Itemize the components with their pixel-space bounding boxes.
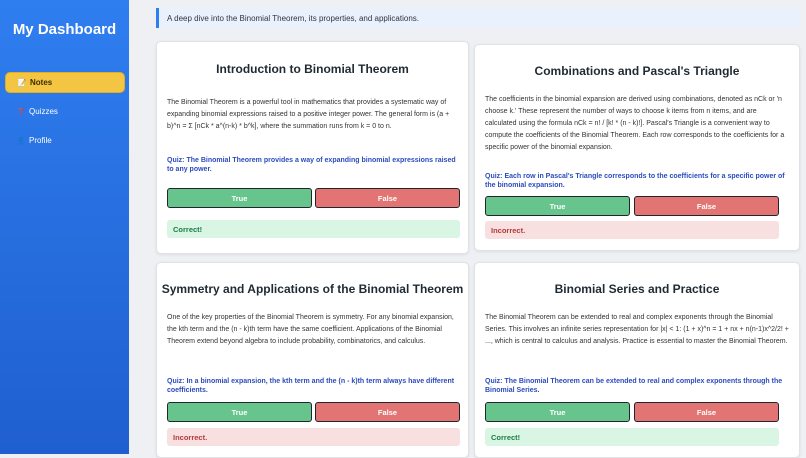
intro-banner: A deep dive into the Binomial Theorem, its properties, and applications. xyxy=(156,8,800,28)
profile-icon: 👤 xyxy=(16,137,26,145)
quiz-feedback: Incorrect. xyxy=(167,428,460,446)
card-body: The Binomial Theorem can be extended to real and complex exponents through the Binomial Series. This involves an infinite series representation for |x| < 1: (1 + x)^n = 1 + nx + n(n-1)x^2/2! + ..., which is central to calculus and analysis. Practice is essential to master the Binomial Theorem. xyxy=(485,314,789,345)
card-title: Symmetry and Applications of the Binomial Theorem xyxy=(161,282,464,296)
true-button[interactable]: True xyxy=(167,402,312,422)
quiz-question: Quiz: In a binomial expansion, the kth term and the (n - k)th term always have different coefficients. xyxy=(167,378,455,394)
false-button[interactable]: False xyxy=(315,188,460,208)
false-button[interactable]: False xyxy=(634,196,779,216)
sidebar-item-profile[interactable] xyxy=(5,130,125,151)
sidebar-item-label: Quizzes xyxy=(29,107,58,116)
quiz-question: Quiz: Each row in Pascal's Triangle corresponds to the coefficients for a specific power of the binomial expansion. xyxy=(485,173,785,189)
quiz-feedback: Correct! xyxy=(167,220,460,238)
quiz-icon: ❓ xyxy=(16,108,26,116)
card-title: Binomial Series and Practice xyxy=(554,282,720,296)
card-body: The Binomial Theorem is a powerful tool in mathematics that provides a systematic way of expanding binomial expressions raised to a positive integer power. The general form is (a + b)^n = Σ [nCk * a^(n-k) * b^k], where the summation runs from k = 0 to n. xyxy=(167,99,450,130)
false-button[interactable]: False xyxy=(315,402,460,422)
quiz-feedback: Correct! xyxy=(485,428,779,446)
sidebar-item-label: Profile xyxy=(29,136,52,145)
notes-icon: 📝 xyxy=(17,79,27,87)
true-button[interactable]: True xyxy=(167,188,312,208)
quiz-feedback: Incorrect. xyxy=(485,221,779,239)
app-title: My Dashboard xyxy=(12,21,117,38)
sidebar-item-notes[interactable] xyxy=(5,72,125,93)
sidebar-nav xyxy=(5,72,125,159)
main-content xyxy=(129,0,806,454)
false-button[interactable]: False xyxy=(634,402,779,422)
note-card xyxy=(156,262,469,458)
quiz-question: Quiz: The Binomial Theorem can be extended to real and complex exponents through the Binomial Series. xyxy=(485,378,783,394)
note-card xyxy=(156,41,469,254)
card-title: Introduction to Binomial Theorem xyxy=(216,62,409,76)
sidebar-item-label: Notes xyxy=(30,78,53,87)
card-body: One of the key properties of the Binomial Theorem is symmetry. For any binomial expansion, the kth term and the (n - k)th term have the same coefficient. Applications of the Binomial Theorem extend beyond algebra to include probability, combinatorics, and calculus. xyxy=(167,314,454,345)
true-button[interactable]: True xyxy=(485,402,630,422)
sidebar xyxy=(0,0,129,454)
true-button[interactable]: True xyxy=(485,196,630,216)
sidebar-item-quizzes[interactable] xyxy=(5,101,125,122)
note-card xyxy=(474,44,800,251)
quiz-question: Quiz: The Binomial Theorem provides a way of expanding binomial expressions raised to any power. xyxy=(167,157,456,173)
card-title: Combinations and Pascal's Triangle xyxy=(534,64,740,78)
card-body: The coefficients in the binomial expansion are derived using combinations, denoted as nCk or 'n choose k.' These represent the number of ways to choose k items from n items, and are calculated using the formula nCk = n! / [k! * (n - k)!]. Pascal's Triangle is a convenient way to compute the coefficients of the Binomial Theorem. Each row corresponds to the coefficients for a specific power of the binomial expansion. xyxy=(485,96,785,151)
note-card xyxy=(474,262,800,458)
